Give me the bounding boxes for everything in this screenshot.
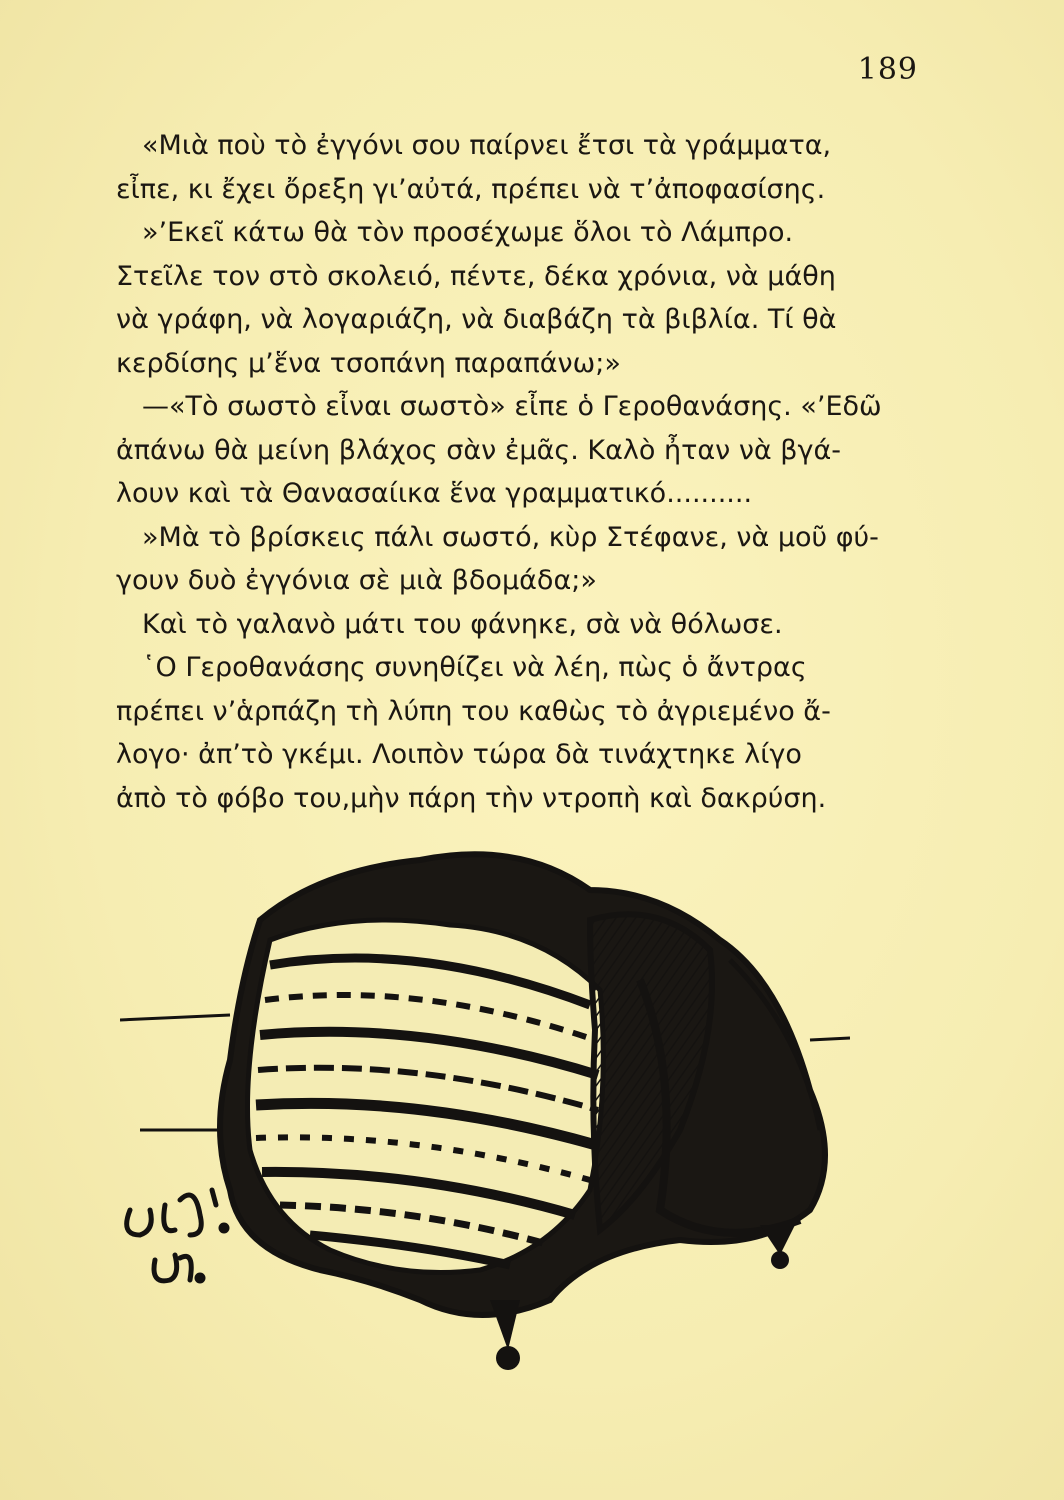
- text-line: εἶπε, κι ἔχει ὄρεξη γι’αὐτά, πρέπει νὰ τ’ἀποφασίσης.: [116, 173, 826, 205]
- text-line: «Μιὰ ποὺ τὸ ἐγγόνι σου παίρνει ἔτσι τὰ γράμματα,: [142, 130, 832, 161]
- text-line: »Μὰ τὸ βρίσκεις πάλι σωστό, κὺρ Στέφανε, νὰ μοῦ φύ-: [142, 521, 879, 553]
- text-line: ἀπάνω θὰ μείνη βλάχος σὰν ἐμᾶς. Καλὸ ἦταν νὰ βγά-: [116, 434, 842, 466]
- body-text: [116, 124, 956, 820]
- page-number: 189: [857, 52, 918, 87]
- text-line: λουν καὶ τὰ Θανασαίικα ἕνα γραμματικό..........: [116, 478, 753, 509]
- text-line: ῾Ο Γεροθανάσης συνηθίζει νὰ λέη, πὼς ὁ ἄντρας: [142, 652, 807, 683]
- bag-illustration: [120, 830, 850, 1390]
- text-line: γουν δυὸ ἐγγόνια σὲ μιὰ βδομάδα;»: [116, 565, 597, 596]
- text-line: Στεῖλε τον στὸ σκολειό, πέντε, δέκα χρόνια, νὰ μάθη: [116, 260, 836, 292]
- text-line: κερδίσης μ’ἕνα τσοπάνη παραπάνω;»: [116, 347, 621, 379]
- text-line: —«Τὸ σωστὸ εἶναι σωστὸ» εἶπε ὁ Γεροθανάσης. «’Εδῶ: [142, 391, 882, 422]
- text-line: Καὶ τὸ γαλανὸ μάτι του φάνηκε, σὰ νὰ θόλωσε.: [142, 608, 783, 640]
- text-line: πρέπει ν’ἁρπάζη τὴ λύπη του καθὼς τὸ ἀγριεμένο ἄ-: [116, 695, 831, 727]
- text-line: νὰ γράφη, νὰ λογαριάζη, νὰ διαβάζη τὰ βιβλία. Τί θὰ: [116, 304, 837, 335]
- artist-signature: [120, 1180, 240, 1290]
- text-line: ἀπὸ τὸ φόβο του,μὴν πάρη τὴν ντροπὴ καὶ δακρύση.: [116, 782, 827, 814]
- text-line: »’Εκεῖ κάτω θὰ τὸν προσέχωμε ὅλοι τὸ Λάμπρο.: [142, 217, 794, 248]
- text-line: λογο· ἀπ’τὸ γκέμι. Λοιπὸν τώρα δὰ τινάχτηκε λίγο: [116, 739, 802, 770]
